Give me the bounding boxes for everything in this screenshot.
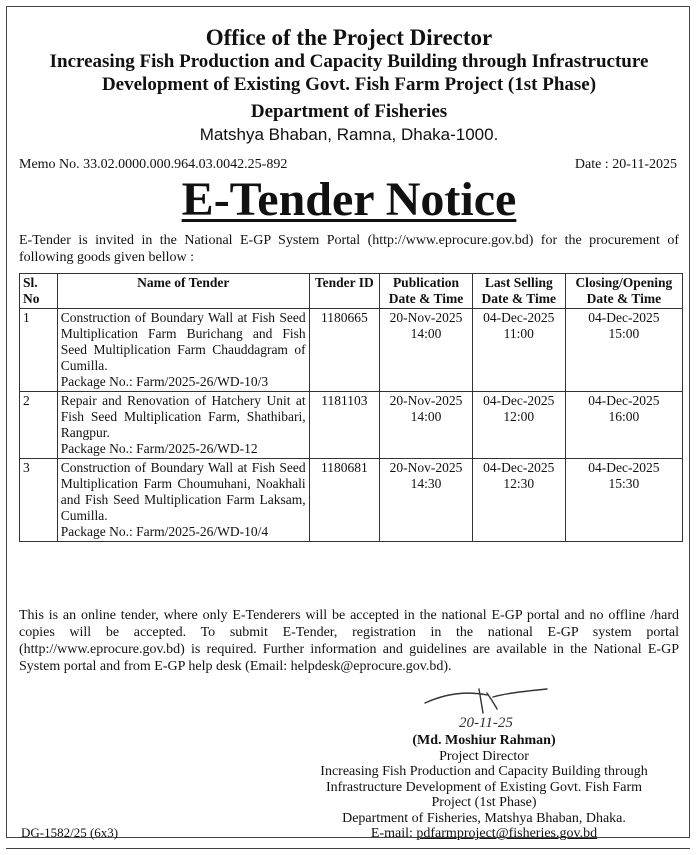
- memo-date: Date : 20-11-2025: [574, 157, 677, 172]
- row-last-selling: 04-Dec-2025 12:00: [472, 392, 565, 459]
- notice-page: [6, 6, 690, 841]
- office-title: Office of the Project Director: [205, 25, 493, 50]
- row-publication: 20-Nov-2025 14:00: [380, 309, 473, 392]
- row-name: Repair and Renovation of Hatchery Unit at Fish Seed Multiplication Farm, Shathibari, Rangpur. Package No.: Farm/2025-26/WD-12: [57, 392, 309, 459]
- project-name-line2: Development of Existing Govt. Fish Farm Project (1st Phase): [101, 74, 597, 95]
- row-tender-id: 1181103: [309, 392, 379, 459]
- signatory-department: Department of Fisheries, Matshya Bhaban, Dhaka.: [342, 810, 626, 826]
- memo-number: Memo No. 33.02.0000.000.964.03.0042.25-892: [19, 157, 288, 172]
- row-name: Construction of Boundary Wall at Fish Seed Multiplication Farm Choumuhani, Noakhali and Fish Seed Multiplication Farm Laksam, Cumilla. Package No.: Farm/2025-26/WD-10/4: [57, 459, 309, 542]
- header-sl: Sl. No: [20, 274, 58, 309]
- row-publication: 20-Nov-2025 14:30: [380, 459, 473, 542]
- signatory-name: (Md. Moshiur Rahman): [412, 733, 556, 748]
- project-name-line1: Increasing Fish Production and Capacity Building through Infrastructure: [49, 51, 649, 72]
- tender-table: [19, 273, 683, 542]
- next-notice-border: [6, 848, 690, 855]
- department-name: Department of Fisheries: [250, 101, 448, 122]
- signature-date: 20-11-25: [459, 715, 513, 731]
- row-last-selling: 04-Dec-2025 12:30: [472, 459, 565, 542]
- row-publication: 20-Nov-2025 14:00: [380, 392, 473, 459]
- row-sl: 1: [20, 309, 58, 392]
- intro-paragraph: E-Tender is invited in the National E-GP System Portal (http://www.eprocure.gov.bd) for the procurement of following goods given bellow :: [19, 233, 679, 265]
- signature-block: [287, 733, 681, 842]
- table-row: [20, 392, 683, 459]
- header-closing: Closing/Opening Date & Time: [565, 274, 682, 309]
- signatory-email-line: [287, 826, 681, 842]
- row-tender-id: 1180681: [309, 459, 379, 542]
- signatory-designation: Project Director: [439, 748, 529, 764]
- row-sl: 3: [20, 459, 58, 542]
- footer-code: DG-1582/25 (6x3): [21, 825, 119, 840]
- header-tender-id: Tender ID: [309, 274, 379, 309]
- notice-title: E-Tender Notice: [181, 173, 517, 226]
- office-address: Matshya Bhaban, Ramna, Dhaka-1000.: [199, 125, 499, 144]
- row-last-selling: 04-Dec-2025 11:00: [472, 309, 565, 392]
- signatory-project-2: Infrastructure Development of Existing Govt. Fish Farm: [325, 779, 643, 795]
- table-row: [20, 309, 683, 392]
- row-closing: 04-Dec-2025 15:30: [565, 459, 682, 542]
- signatory-project-1: Increasing Fish Production and Capacity Building through: [320, 764, 648, 779]
- header-last-selling: Last Selling Date & Time: [472, 274, 565, 309]
- email-link[interactable]: pdfarmproject@fisheries.gov.bd: [416, 826, 598, 841]
- header-publication: Publication Date & Time: [380, 274, 473, 309]
- signatory-project-3: Project (1st Phase): [431, 795, 537, 810]
- email-label: E-mail:: [370, 826, 417, 841]
- row-name: Construction of Boundary Wall at Fish Seed Multiplication Farm Burichang and Fish Seed Multiplication Farm Chauddagram of Cumilla. Package No.: Farm/2025-26/WD-10/3: [57, 309, 309, 392]
- row-sl: 2: [20, 392, 58, 459]
- header-name: Name of Tender: [57, 274, 309, 309]
- table-row: [20, 459, 683, 542]
- row-closing: 04-Dec-2025 16:00: [565, 392, 682, 459]
- table-header-row: [20, 274, 683, 309]
- signature-mark: [417, 683, 567, 731]
- row-closing: 04-Dec-2025 15:00: [565, 309, 682, 392]
- row-tender-id: 1180665: [309, 309, 379, 392]
- online-tender-paragraph: This is an online tender, where only E-Tenderers will be accepted in the national E-GP portal and no offline /hard copies will be accepted. To submit E-Tender, registration in the national E-GP system portal (http://www.eprocure.gov.bd) is required. Further information and guidelines are available in the National E-GP System portal and from E-GP help desk (Email: helpdesk@eprocure.gov.bd).: [19, 608, 679, 674]
